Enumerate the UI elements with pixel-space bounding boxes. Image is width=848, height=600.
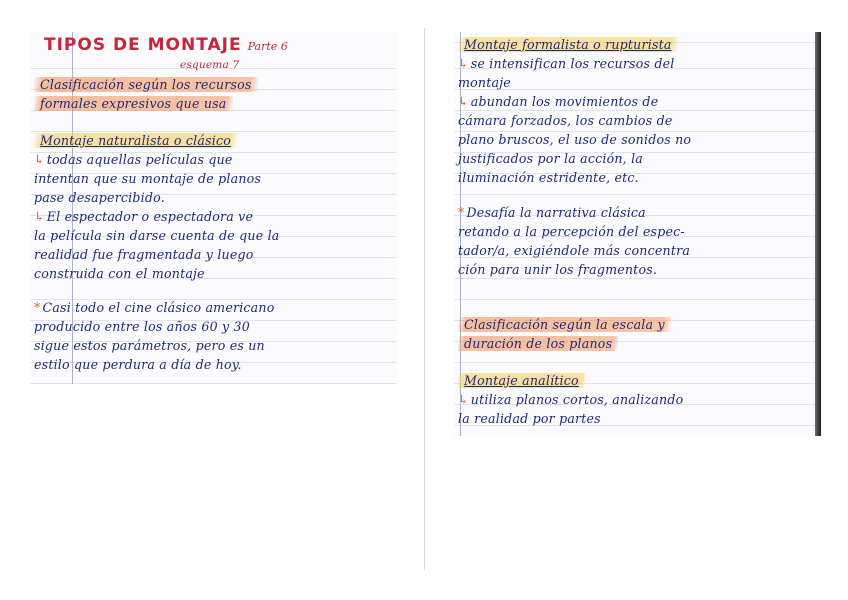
right-note-image	[454, 32, 821, 436]
bullet2-line-5: iluminación estridente, etc.	[458, 170, 639, 185]
section-heading-2: Montaje analítico	[458, 372, 585, 390]
bullet2-line-4: construida con el montaje	[34, 266, 205, 281]
arrow-icon: ↳	[34, 209, 45, 224]
page-edge-shadow	[815, 32, 821, 436]
bullet2-line-3: realidad fue fragmentada y luego	[34, 247, 254, 262]
note-line-3: sigue estos parámetros, pero es un	[34, 338, 265, 353]
note-line-3: tador/a, exigiéndole más concentra	[458, 243, 691, 258]
note-line-1: * Desafía la narrativa clásica	[458, 205, 646, 220]
bullet1-line-3: pase desapercibido.	[34, 190, 165, 205]
page-divider	[424, 28, 425, 570]
note-line-4: estilo que perdura a día de hoy.	[34, 357, 242, 372]
part-label: Parte 6	[247, 40, 288, 53]
bullet1-line-1: ↳ todas aquellas películas que	[34, 152, 233, 167]
left-note-image	[30, 32, 397, 384]
note-line-2: producido entre los años 60 y 30	[34, 319, 250, 334]
bullet2-line-2: la película sin darse cuenta de que la	[34, 228, 280, 243]
classification-line-1: Clasificación según la escala y	[458, 316, 671, 334]
bullet2-line-1: ↳ abundan los movimientos de	[458, 94, 659, 109]
section-heading: Montaje naturalista o clásico	[34, 132, 237, 150]
arrow-icon: ↳	[34, 152, 45, 167]
classification-line-2: formales expresivos que usa	[34, 95, 233, 113]
bullet1-line-1: ↳ se intensifican los recursos del	[458, 56, 675, 71]
arrow-icon: ↳	[458, 94, 469, 109]
asterisk-icon: *	[34, 300, 41, 315]
bullet2-line-2: cámara forzados, los cambios de	[458, 113, 673, 128]
bullet1-line-2: montaje	[458, 75, 511, 90]
note-title: TIPOS DE MONTAJE	[44, 35, 242, 55]
bullet2-line-1: ↳ El espectador o espectadora ve	[34, 209, 254, 224]
note-line-4: ción para unir los fragmentos.	[458, 262, 658, 277]
bullet3-line-1: ↳ utiliza planos cortos, analizando	[458, 392, 684, 407]
note-line-2: retando a la percepción del espec-	[458, 224, 685, 239]
arrow-icon: ↳	[458, 392, 469, 407]
bullet1-line-2: intentan que su montaje de planos	[34, 171, 262, 186]
bullet2-line-4: justificados por la acción, la	[458, 151, 644, 166]
bullet3-line-2: la realidad por partes	[458, 411, 601, 426]
bullet2-line-3: plano bruscos, el uso de sonidos no	[458, 132, 692, 147]
subtitle: esquema 7	[180, 59, 240, 71]
classification-line-1: Clasificación según los recursos	[34, 76, 258, 94]
section-heading: Montaje formalista o rupturista	[458, 36, 678, 54]
classification-line-2: duración de los planos	[458, 335, 618, 353]
note-line-1: * Casi todo el cine clásico americano	[34, 300, 275, 315]
asterisk-icon: *	[458, 205, 465, 220]
arrow-icon: ↳	[458, 56, 469, 71]
note-title-line	[44, 36, 288, 56]
